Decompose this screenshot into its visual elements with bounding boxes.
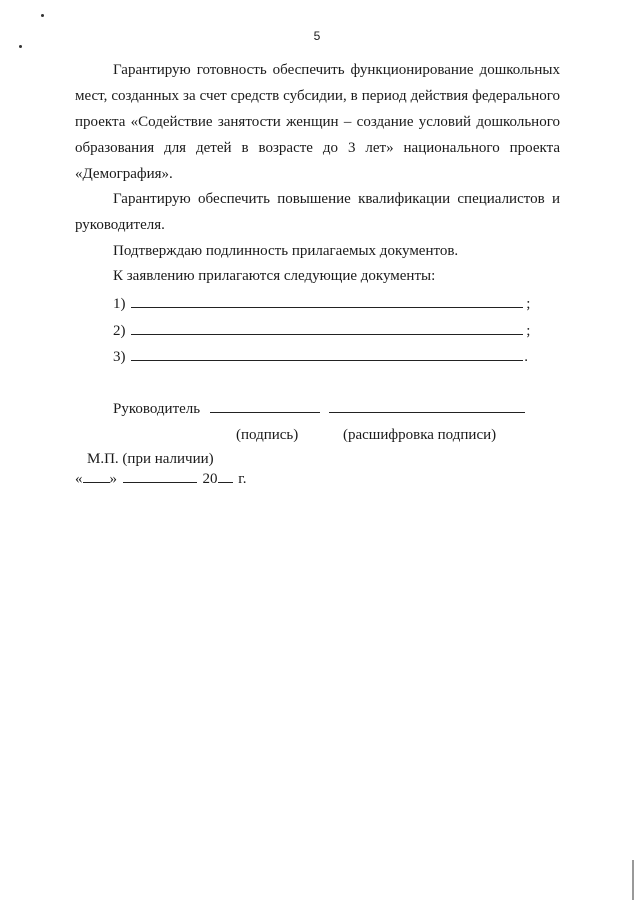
attachment-blank [131, 346, 523, 361]
date-month-blank [123, 468, 197, 483]
confirm-line: Подтверждаю подлинность прилагаемых документов. [113, 243, 459, 259]
attachment-row [113, 346, 528, 367]
attachment-blank [131, 320, 523, 335]
signature-line [113, 398, 525, 419]
signature-decode-caption: (расшифровка подписи) [343, 427, 497, 443]
attachment-end-mark: ; [526, 323, 531, 339]
attachment-row [113, 320, 530, 341]
page-number: 5 [313, 29, 321, 43]
attachment-number: 2) [113, 323, 126, 339]
date-close-quote: » [109, 471, 117, 487]
signature-role: Руководитель [113, 401, 201, 417]
stamp-label: М.П. (при наличии) [87, 451, 214, 467]
attachment-row [113, 293, 530, 314]
attachment-number: 1) [113, 296, 126, 312]
paragraph-guarantee-training: Гарантирую обеспечить повышение квалификации специалистов и руководителя. [75, 191, 560, 233]
signature-blank [210, 398, 320, 413]
attachment-end-mark: ; [526, 296, 531, 312]
signature-decode-blank [329, 398, 525, 413]
signature-caption: (подпись) [236, 427, 299, 443]
date-open-quote: « [75, 471, 83, 487]
attachment-number: 3) [113, 349, 126, 365]
paragraph-guarantee-places: Гарантирую готовность обеспечить функционирование дошкольных мест, созданных за счет средств субсидии, в период действия федерального проекта «Содействие занятости женщин – создание условий дошкольного образования для детей в возрасте до 3 лет» национального проекта «Демография». [75, 62, 560, 182]
date-line [75, 468, 246, 489]
date-day-blank [83, 468, 110, 483]
scan-speck [19, 45, 22, 48]
date-year-blank [218, 468, 233, 483]
attachments-intro: К заявлению прилагаются следующие документы: [113, 268, 436, 284]
date-year-suffix: г. [238, 471, 247, 487]
date-year-prefix: 20 [202, 471, 218, 487]
attachment-blank [131, 293, 523, 308]
attachment-end-mark: . [524, 349, 528, 365]
scan-speck [41, 14, 44, 17]
